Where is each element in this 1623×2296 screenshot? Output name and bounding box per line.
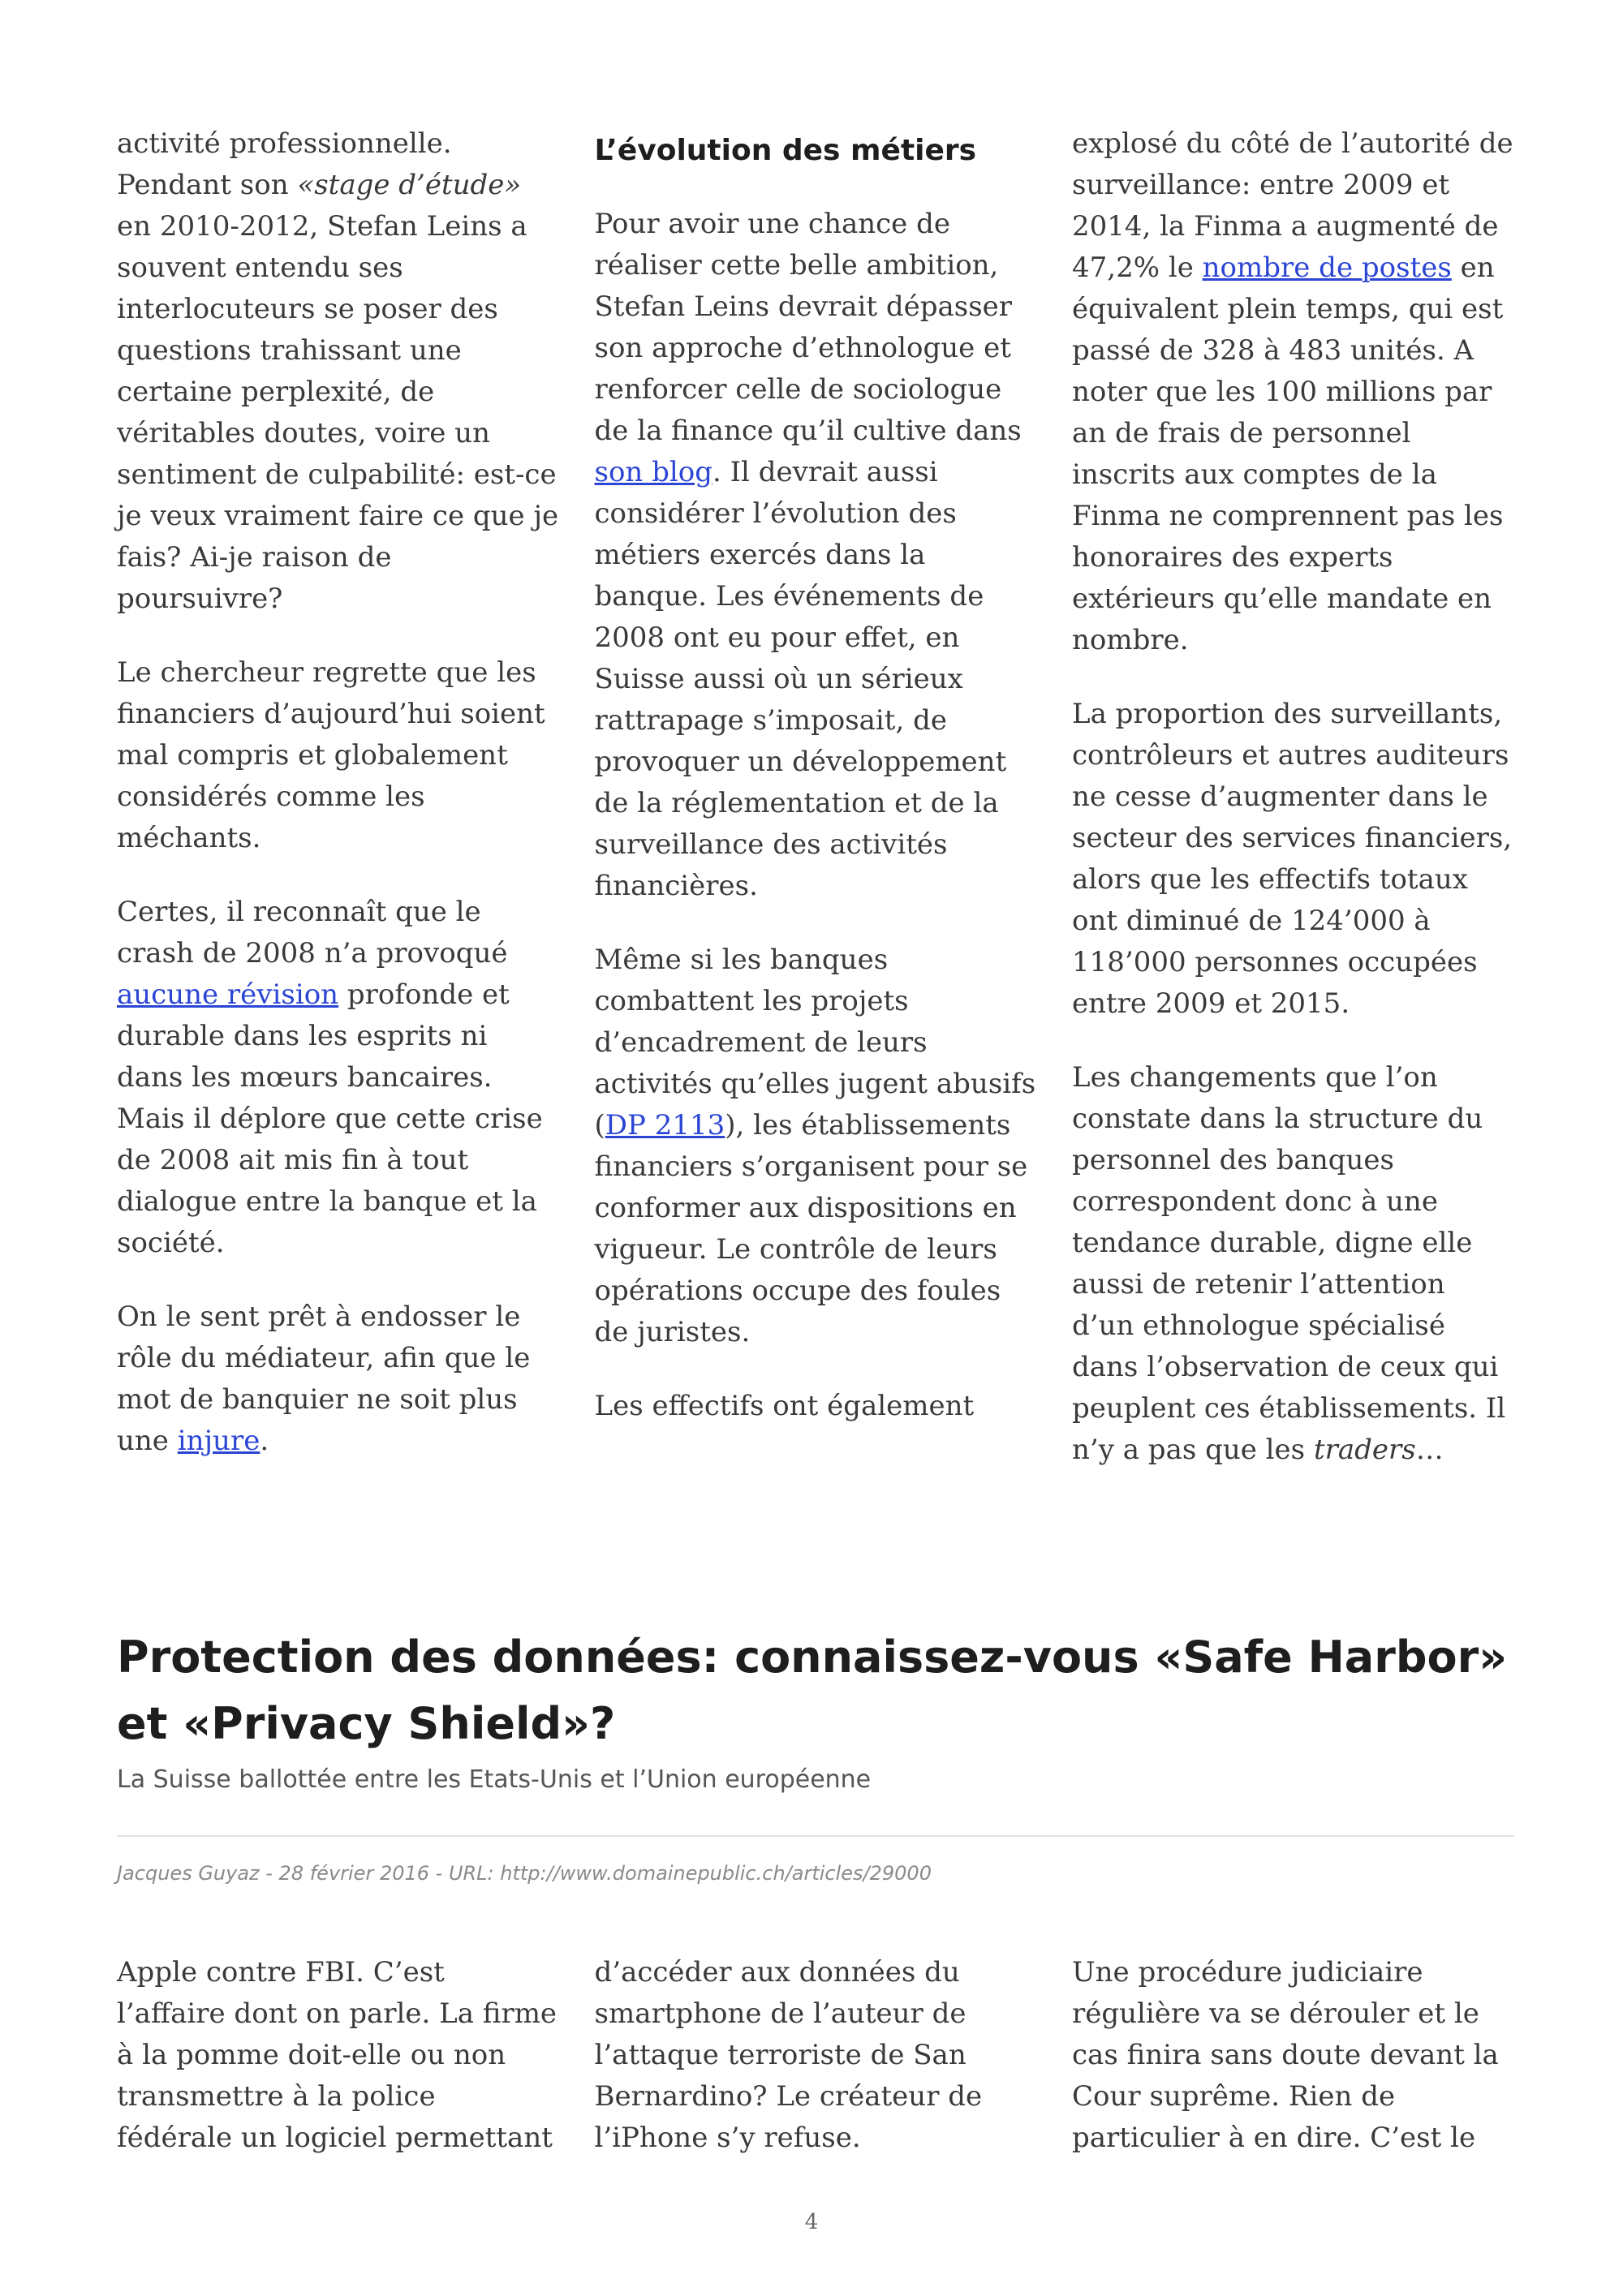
text-run: Certes, il reconnaît que le crash de 2008 n’a provoqué (117, 896, 508, 970)
text-run: On le sent prêt à endosser le rôle du médiateur, afin que le mot de banquier ne soit plus une (117, 1301, 531, 1457)
column-1 (117, 123, 559, 1471)
nombre-de-postes-link[interactable]: nombre de postes (1202, 252, 1452, 284)
article-column-3 (1072, 1952, 1514, 2159)
article-title: Protection des données: connaissez-vous «Safe Harbor» et «Privacy Shield»? (117, 1632, 1508, 1749)
paragraph (1072, 123, 1514, 661)
paragraph: Apple contre FBI. C’est l’affaire dont on parle. La firme à la pomme doit-elle ou non transmettre à la police fédérale un logiciel permettant (117, 1956, 558, 2154)
text-run: activité professionnelle. Pendant son (117, 127, 452, 201)
text-run: . (260, 1425, 269, 1457)
paragraph: La proportion des surveillants, contrôleurs et autres auditeurs ne cesse d’augmenter dans le secteur des services financiers, alors que les effectifs totaux ont diminué de 124’000 à 118’000 personnes occupées entre 2009 et 2015. (1072, 698, 1513, 1020)
text-run: en équivalent plein temps, qui est passé de 328 à 483 unités. A noter que les 100 millions par an de frais de personnel inscrits aux comptes de la Finma ne comprennent pas les honoraires des experts extérieurs qu’elle mandate en nombre. (1072, 252, 1504, 656)
paragraph (117, 892, 559, 1264)
page-number: 4 (804, 2210, 819, 2234)
injure-link[interactable]: injure (177, 1425, 260, 1457)
article-columns (117, 1952, 1514, 2159)
text-run: ), les établissements financiers s’organisent pour se conformer aux dispositions en vigueur. Le contrôle de leurs opérations occupe des foules de juristes. (594, 1109, 1028, 1348)
paragraph: Les effectifs ont également (594, 1390, 975, 1422)
article-meta: Jacques Guyaz - 28 février 2016 - URL: http://www.domainepublic.ch/articles/29000 (117, 1862, 932, 1885)
text-run: en 2010-2012, Stefan Leins a souvent entendu ses interlocuteurs se poser des questions trahissant une certaine perplexité, de véritables doutes, voire un sentiment de culpabilité: est-ce je veux vraiment faire ce que je fais? Ai-je raison de poursuivre? (117, 210, 559, 615)
aucune-revision-link[interactable]: aucune révision (117, 978, 339, 1011)
column-2 (595, 123, 1037, 1471)
text-run: profonde et durable dans les esprits ni dans les mœurs bancaires. Mais il déplore que cette crise de 2008 ait mis fin à tout dialogue entre la banque et la société. (117, 978, 543, 1259)
paragraph (117, 1296, 559, 1462)
text-run: Même si les banques combattent les projets d’encadrement de leurs activités qu’elles jugent abusifs ( (594, 944, 1036, 1142)
paragraph: d’accéder aux données du smartphone de l’auteur de l’attaque terroriste de San Bernardino? Le créateur de l’iPhone s’y refuse. (594, 1956, 983, 2154)
paragraph: Une procédure judiciaire régulière va se dérouler et le cas finira sans doute devant la Cour suprême. Rien de particulier à en dire. C’est le (1072, 1956, 1499, 2154)
text-run: explosé du côté de l’autorité de surveillance: entre 2009 et 2014, la Finma a augmenté de 47,2% le (1072, 127, 1513, 284)
text-run: . Il devrait aussi considérer l’évolution des métiers exercés dans la banque. Les événements de 2008 ont eu pour effet, en Suisse aussi où un sérieux rattrapage s’imposait, de provoquer un développement de la réglementation et de la surveillance des activités financières. (594, 456, 1007, 902)
article-column-2 (595, 1952, 1037, 2159)
article-column-1 (117, 1952, 559, 2159)
paragraph (595, 204, 1037, 907)
article-subtitle: La Suisse ballottée entre les Etats-Unis et l’Union européenne (117, 1765, 872, 1794)
emphasis-text: traders (1313, 1434, 1416, 1466)
divider (117, 1835, 1514, 1837)
column-3 (1072, 123, 1514, 1471)
text-run: … (1415, 1434, 1444, 1466)
son-blog-link[interactable]: son blog (594, 456, 712, 488)
dp-2113-link[interactable]: DP 2113 (605, 1109, 725, 1142)
paragraph (1072, 1057, 1514, 1471)
emphasis-text: «stage d’étude» (297, 169, 522, 201)
paragraph: Le chercheur regrette que les financiers d’aujourd’hui soient mal compris et globalement considérés comme les méchants. (117, 656, 545, 854)
text-run: Pour avoir une chance de réaliser cette belle ambition, Stefan Leins devrait dépasser son approche d’ethnologue et renforcer celle de sociologue de la finance qu’il cultive dans (594, 208, 1022, 447)
text-run: Les changements que l’on constate dans la structure du personnel des banques correspondent donc à une tendance durable, digne elle aussi de retenir l’attention d’un ethnologue spécialisé dans l’observation de ceux qui peuplent ces établissements. Il n’y a pas que les (1072, 1061, 1506, 1466)
section-heading: L’évolution des métiers (594, 134, 977, 167)
paragraph (117, 123, 559, 620)
previous-article-columns (117, 123, 1514, 1471)
paragraph (595, 939, 1037, 1353)
